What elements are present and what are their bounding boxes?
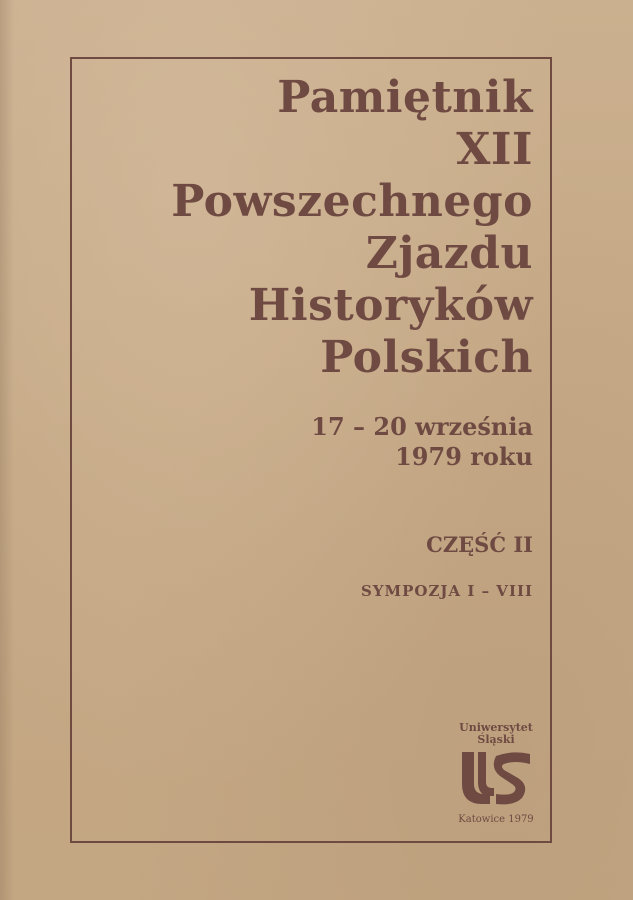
title-line-1: Pamiętnik <box>277 72 533 123</box>
publisher-name-line2: Śląski <box>477 733 515 746</box>
publisher-name-line1: Uniwersytet <box>459 721 533 734</box>
book-title <box>171 72 533 384</box>
congress-dates <box>311 412 533 472</box>
spine-edge <box>0 0 14 900</box>
publisher-logo <box>448 722 544 826</box>
part-label: CZĘŚĆ II <box>426 532 533 557</box>
date-line-2: 1979 roku <box>395 442 533 471</box>
title-line-6: Polskich <box>320 332 533 383</box>
us-monogram-icon <box>456 748 536 808</box>
date-line-1: 17 – 20 września <box>311 412 533 441</box>
title-line-4: Zjazdu <box>365 228 533 279</box>
title-line-2: XII <box>456 124 533 175</box>
title-line-5: Historyków <box>248 280 533 331</box>
publisher-place-year: Katowice 1979 <box>458 814 534 825</box>
title-line-3: Powszechnego <box>171 176 533 227</box>
symposia-label: SYMPOZJA I – VIII <box>360 582 533 600</box>
